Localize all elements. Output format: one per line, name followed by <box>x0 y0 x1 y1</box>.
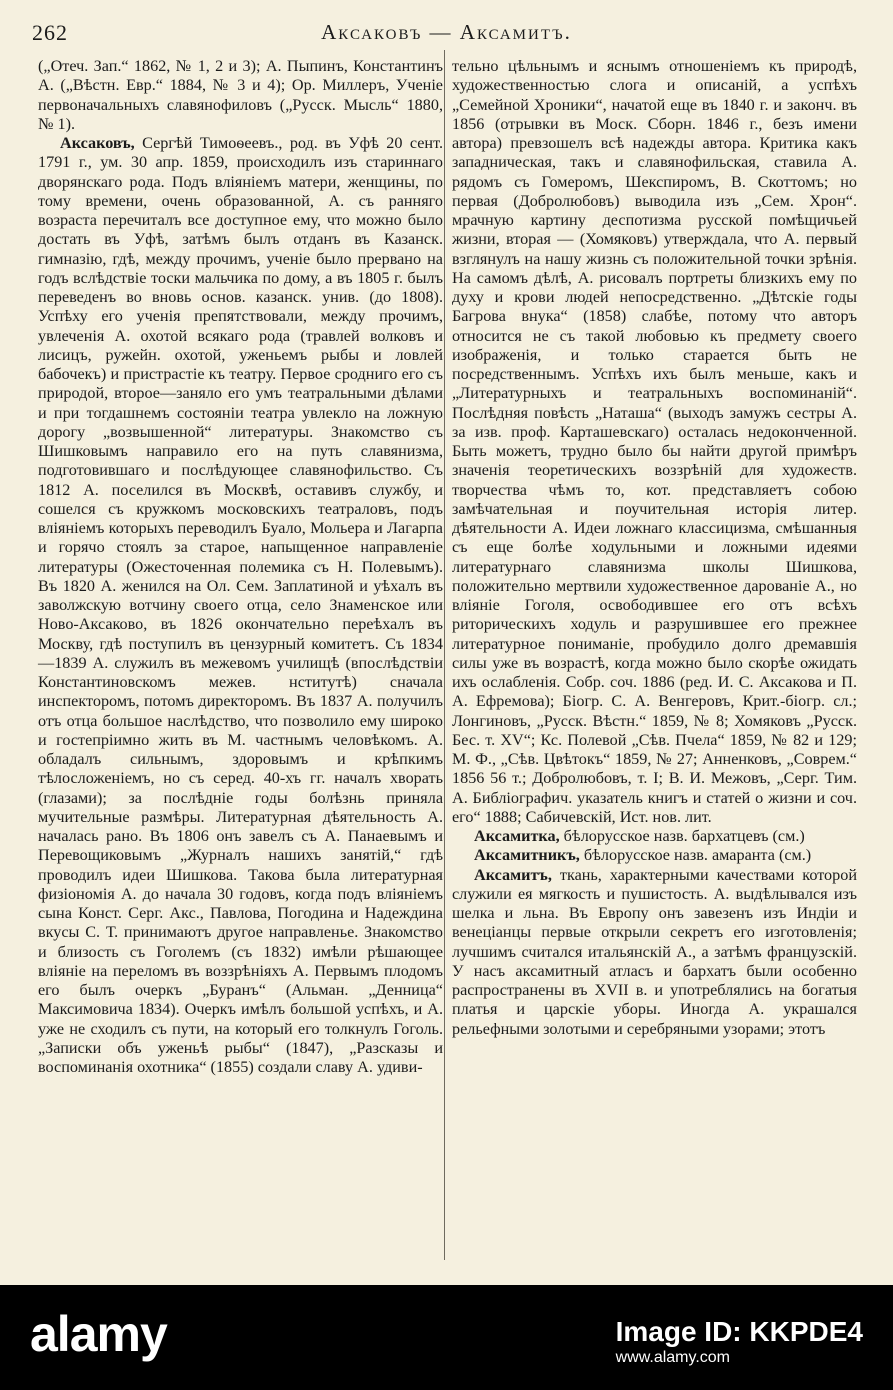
entry-heading: Аксамитникъ, <box>474 846 580 865</box>
image-meta <box>616 1312 863 1368</box>
right-column <box>452 57 857 1039</box>
running-title: Аксаковъ — Аксамитъ. <box>321 20 572 44</box>
article-entry <box>38 134 443 1077</box>
entry-heading: Аксамитъ, <box>474 865 552 884</box>
paragraph-text: („Отеч. Зап.“ 1862, № 1, 2 и 3); А. Пыпинъ, Константинъ А. („Вѣстн. Евр.“ 1884, № 3 и 4); Ор. Миллеръ, Ученіе первоначальныхъ славянофиловъ („Русск. Мысль“ 1880, № 1). <box>38 57 443 133</box>
article-entry <box>452 846 857 865</box>
paragraph <box>38 57 443 134</box>
article-entry <box>452 827 857 846</box>
entry-text: ткань, характерными качествами которой служили ея мягкость и пушистость. А. выдѣлывался изъ шелка и льна. Въ Европу онъ завезенъ изъ Индіи и венеціанцы первые открыли секретъ его изготовленія; лучшимъ считался итальянскій А., а затѣмъ французскій. У насъ аксамитный атласъ и бархатъ были особенно распространены въ XVII в. и употреблялись на богатыя платья и царскіе уборы. Иногда А. украшался рельефными золотыми и серебряными узорами; этотъ <box>452 865 857 1038</box>
column-divider <box>444 50 445 1260</box>
entry-heading: Аксаковъ, <box>60 134 135 152</box>
entry-text: бѣлорусское назв. бархатцевъ (см.) <box>559 827 805 845</box>
paragraph-text: тельно цѣльнымъ и яснымъ отношеніемъ къ природѣ, художественностью слога и описаній, а успѣхъ „Семейной Хроники“, начатой еще въ 1840 г. и законч. въ 1856 (отрывки въ Моск. Сборн. 1846 г., безъ имени автора) превзошелъ всѣ надежды автора. Критика какъ западническая, такъ и славянофильская, ставила А. рядомъ съ Гомеромъ, Шекспиромъ, В. Скоттомъ; но первая (Добролюбовъ) выводила изъ „Сем. Хрон“. мрачную картину деспотизма русской помѣщичьей жизни, вторая — (Хомяковъ) утверждала, что А. первый взглянулъ на нашу жизнь съ положительной точки зрѣнія. На самомъ дѣлѣ, А. рисовалъ портреты близкихъ ему по духу и крови людей непосредственно. „Дѣтскіе годы Багрова внука“ (1858) слабѣе, потому что авторъ относится не съ такой любовью къ предмету своего изображенія, и только старается быть не посредственнымъ. Успѣхъ ихъ былъ меньше, какъ и „Литературныхъ и театральныхъ воспоминаній“. Послѣдняя повѣсть „Наташа“ (выходъ замужъ сестры А. за изв. проф. Карташевскаго) осталась недоконченной. Быть можетъ, трудно было бы найти другой примѣръ значенія теоретическихъ воззрѣній для художеств. творчества чѣмъ то, кот. представляетъ собою замѣчательная и поучительная исторія литер. дѣятельности А. Идеи ложнаго классицизма, смѣшанныя съ еще болѣе ходульными и ложными идеями литературнаго славянизма школы Шишкова, положительно мертвили художественное дарованіе А., но вліяніе Гоголя, освободившее его отъ всѣхъ риторическихъ ходуль и разрушившее его прежнее литературное пониманіе, пробудило долго дремавшія силы уже въ возрастѣ, когда можно было скорѣе ожидать ихъ ослабленія. Собр. соч. 1886 (ред. И. С. Аксакова и П. А. Ефремова); Біогр. С. А. Венгеровъ, Крит.-біогр. сл.; Лонгиновъ, „Русск. Вѣстн.“ 1859, № 8; Хомяковъ „Русск. Бес. т. XV“; Кс. Полевой „Сѣв. Пчела“ 1859, № 82 и 129; М. Ф., „Сѣв. Цвѣтокъ“ 1859, № 27; Анненковъ, „Соврем.“ 1856 56 т.; Добролюбовъ, т. I; В. И. Межовъ, „Серг. Тим. А. Библіографич. указатель книгъ и статей о жизни и соч. его“ 1888; Сабичевскій, Ист. нов. лит. <box>452 57 857 826</box>
entry-text: бѣлорусское назв. амаранта (см.) <box>579 846 812 865</box>
left-column <box>38 57 443 1077</box>
brand-logo <box>30 1305 167 1363</box>
brand-logo-text: alamy <box>30 1306 167 1362</box>
paragraph <box>452 57 857 827</box>
image-id: Image ID: KKPDE4 <box>615 1316 863 1347</box>
entry-heading: Аксамитка, <box>474 827 560 845</box>
article-entry <box>452 866 857 1039</box>
entry-text: Сергѣй Тимоѳеевъ., род. въ Уфѣ 20 сент. 1791 г., ум. 30 апр. 1859, происходилъ изъ стариннаго дворянскаго рода. Подъ вліяніемъ матери, женщины, по тому времени, очень образованной, А. съ ранняго возраста перечиталъ все доступное ему, что можно было достать въ Уфѣ, затѣмъ былъ отданъ въ Казанск. гимназію, гдѣ, между прочимъ, ученіе было прервано на годъ вслѣдствіе тоски мальчика по дому, а въ 1805 г. былъ переведенъ во вновь основ. казанск. унив. (до 1808). Успѣху его ученія препятствовали, между прочимъ, увлеченія А. охотой всякаго рода (травлей волковъ и лисицъ, ружейн. охотой, уженьемъ рыбы и ловлей бабочекъ) и пристрастіе къ театру. Первое сродниго его съ природой, второе—заняло его умъ театральными дѣлами и при тогдашнемъ состояніи театра увлекло на ложную дорогу „возвышенной“ литературы. Знакомство съ Шишковымъ направило его на путь славянизма, подготовившаго и послѣдующее славянофильство. Съ 1812 А. поселился въ Москвѣ, оставивъ службу, и сошелся съ кружкомъ московскихъ театраловъ, подъ вліяніемъ которыхъ переводилъ Буало, Мольера и Лагарпа и горячо стоялъ за старое, напыщенное направленіе литературы (Ожесточенная полемика съ Н. Полевымъ). Въ 1820 А. женился на Ол. Сем. Заплатиной и уѣхалъ въ заволжскую вотчину своего отца, село Знаменское или Ново-Аксаково, въ 1826 окончательно переѣхалъ въ Москву, гдѣ поступилъ въ цензурный комитетъ. Съ 1834—1839 А. служилъ въ межевомъ училищѣ (впослѣдствіи Константиновскомъ межев. нститутѣ) сначала инспекторомъ, потомъ директоромъ. Въ 1837 А. получилъ отъ отца большое наслѣдство, что позволило ему широко и гостепріимно жить въ М. частнымъ человѣкомъ. А. обладалъ сильнымъ, здоровымъ и крѣпкимъ тѣлосложеніемъ, но съ серед. 40-хъ гг. началъ хворать (глазами); за послѣдніе годы болѣзнь приняла мучительные размѣры. Литературная дѣятельность А. началась рано. Въ 1806 онъ завелъ съ А. Панаевымъ и Перевощиковымъ „Журналъ нашихъ занятій,“ гдѣ проводилъ идеи Шишкова. Такова была литературная физіономія А. до начала 30 годовъ, когда подъ вліяніемъ сына Конст. Серг. Акс., Павлова, Погодина и Надеждина вкусы С. Т. принимаютъ другое направленье. Знакомство и близость съ Гоголемъ (съ 1832) имѣли рѣшающее вліяніе на переломъ въ воззрѣніяхъ А. Первымъ плодомъ его былъ очеркъ „Буранъ“ (Альман. „Денница“ Максимовича 1834). Очеркъ имѣлъ большой успѣхъ, и А. уже не сходилъ съ пути, на который его толкнулъ Гоголь. „Записки объ уженьѣ рыбы“ (1847), „Разсказы и воспоминанія охотника“ (1855) создали славу А. удиви- <box>38 134 443 1076</box>
page-number: 262 <box>32 20 68 45</box>
site-url: www.alamy.com <box>615 1349 730 1366</box>
